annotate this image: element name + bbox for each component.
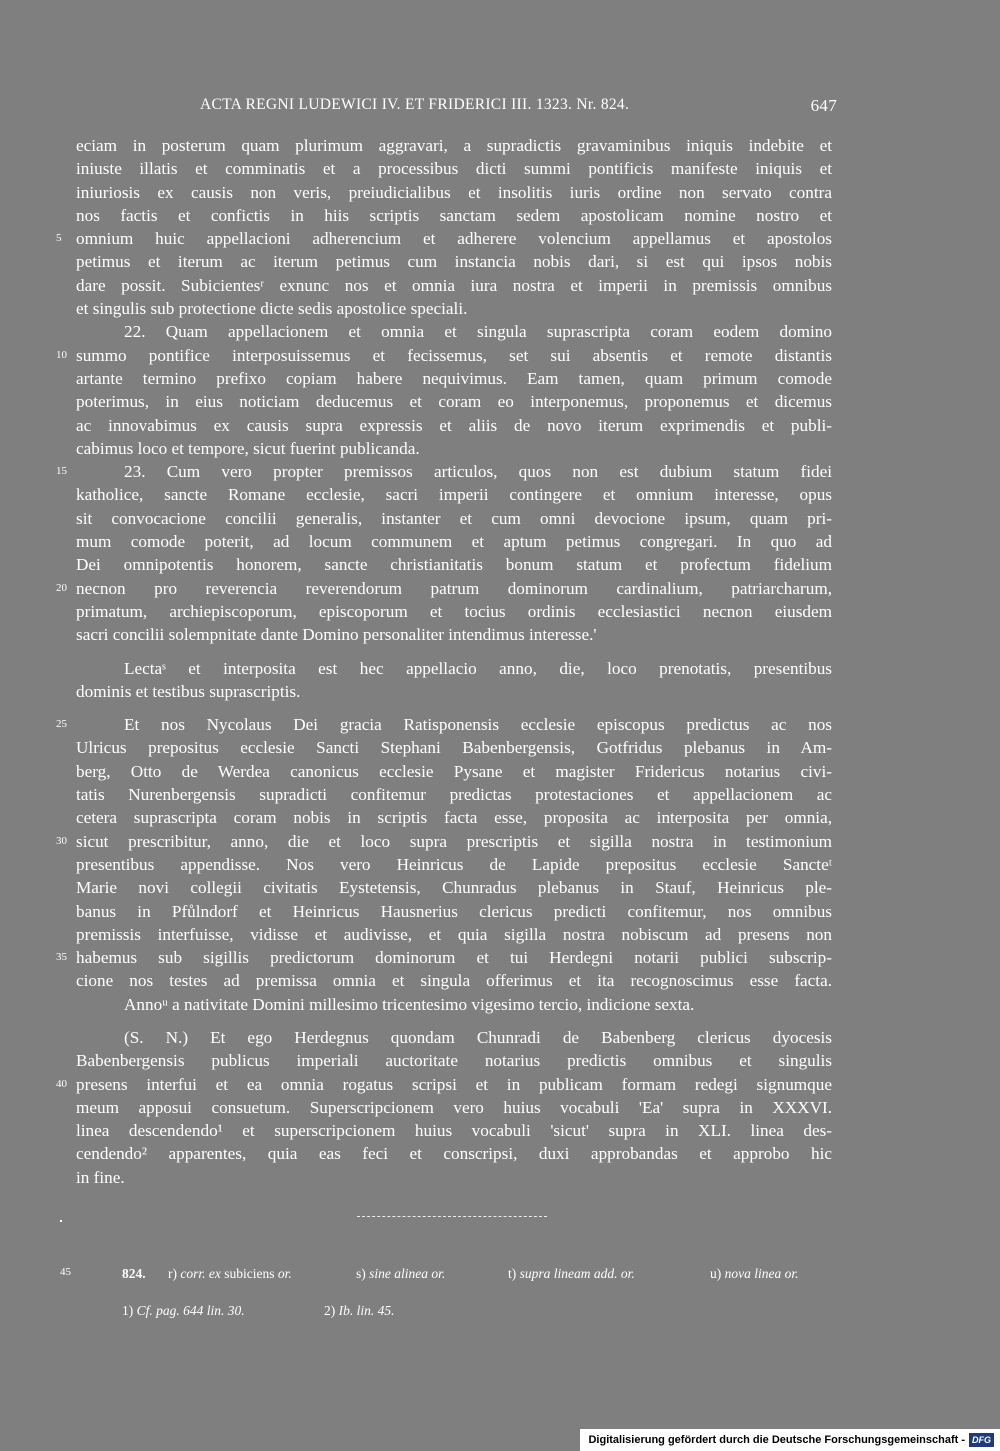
line-text: cabimus loco et tempore, sicut fuerint publicanda. [76, 438, 420, 458]
line-text: dare possit. Subicientesʳ exnunc nos et omnia iura nostra et imperii in premissis omnibus [76, 275, 832, 295]
footnote-text: corr. ex [180, 1266, 221, 1281]
footnote-r [168, 1266, 292, 1282]
text-line [76, 680, 832, 703]
text-line [76, 806, 832, 829]
text-line [76, 157, 832, 180]
line-text: banus in Pfůlndorf et Heinricus Hausnerius clericus predicti confitemur, nos omnibus [76, 901, 832, 921]
text-line [76, 1049, 832, 1072]
text-line [56, 344, 832, 367]
text-line [76, 600, 832, 623]
paragraph-gap [76, 703, 832, 713]
line-text: Ulricus prepositus ecclesie Sancti Stephani Babenbergensis, Gotfridus plebanus in Am- [76, 738, 832, 758]
line-text: presens interfui et ea omnia rogatus scripsi et in publicam formam redegi signumque [76, 1074, 832, 1094]
text-line [76, 250, 832, 273]
line-text: cione nos testes ad premissa omnia et singula offerimus et ita recognoscimus esse facta. [76, 971, 832, 991]
line-text: Lectaˢ et interposita est hec appellacio anno, die, loco prenotatis, presentibus [124, 658, 832, 678]
line-text: nos factis et confictis in hiis scriptis sanctam sedem apostolicam nomine nostro et [76, 205, 832, 225]
line-text: et singulis sub protectione dicte sedis apostolice speciali. [76, 299, 468, 319]
dfg-logo-icon: DFG [969, 1433, 994, 1447]
line-text: iniuriosis ex causis non veris, preiudicialibus et insolitis iuris ordine non servato contra [76, 182, 832, 202]
reference-1 [122, 1303, 245, 1319]
line-text: meum apposui consuetum. Superscripcionem vero huius vocabuli 'Ea' supra in XXXVI. [76, 1097, 832, 1117]
text-line [56, 460, 832, 483]
footnote-mark: r) [168, 1266, 177, 1281]
line-text: berg, Otto de Werdea canonicus ecclesie Pysane et magister Fridericus notarius civi- [76, 761, 832, 781]
footnote-mark: u) [710, 1266, 722, 1281]
line-text: omnium huic appellacioni adherencium et adherere volencium appellamus et apostolos [76, 229, 832, 249]
line-text: tatis Nurenbergensis supradicti confitemur predictas protestaciones et appellacionem ac [76, 785, 832, 805]
line-text: necnon pro reverencia reverendorum patrum dominorum cardinalium, patriarcharum, [76, 578, 832, 598]
page-number: 647 [810, 96, 837, 115]
line-number: 15 [56, 465, 67, 478]
footnote-line-number: 45 [60, 1266, 71, 1278]
line-number: 25 [56, 718, 67, 731]
line-text: summo pontifice interposuissemus et fecissemus, set sui absentis et remote distantis [76, 345, 832, 365]
line-number: 35 [56, 951, 67, 964]
line-text: primatum, archiepiscoporum, episcoporum et tocius ordinis ecclesiastici necnon eiusdem [76, 601, 832, 621]
footnote-text: nova linea or. [724, 1266, 799, 1281]
line-text: (S. N.) Et ego Herdegnus quondam Chunradi de Babenberg clericus dyocesis [124, 1027, 832, 1047]
reference-text: Ib. lin. 45. [338, 1303, 395, 1318]
text-line [56, 946, 832, 969]
line-text: mum comode poterit, ad locum communem et aptum petimus congregari. In quo ad [76, 532, 832, 552]
line-text: premissis interfuisse, vidisse et audivisse, et quia sigilla nostra nobiscum ad presens non [76, 924, 832, 944]
footnote-mark: s) [356, 1266, 366, 1281]
line-number: 10 [56, 348, 67, 361]
line-number: 30 [56, 834, 67, 847]
credit-text: Digitalisierung gefördert durch die Deutsche Forschungsgemeinschaft - [588, 1434, 965, 1446]
line-text: Et nos Nycolaus Dei gracia Ratisponensis ecclesie episcopus predictus ac nos [124, 715, 832, 735]
text-line [56, 577, 832, 600]
text-line [76, 1166, 832, 1189]
text-line [76, 760, 832, 783]
footnote-text: or. [277, 1266, 292, 1281]
digitization-credit [580, 1429, 1000, 1451]
text-line [76, 736, 832, 759]
line-text: Marie novi collegii civitatis Eystetensis, Chunradus plebanus in Stauf, Heinricus ple- [76, 878, 832, 898]
line-number: 40 [56, 1077, 67, 1090]
text-line [76, 367, 832, 390]
footnote-s [356, 1266, 445, 1282]
text-line [76, 876, 832, 899]
text-line [56, 830, 832, 853]
text-line [76, 320, 832, 343]
line-text: artante termino prefixo copiam habere nequivimus. Eam tamen, quam primum comode [76, 368, 832, 388]
line-text: cendendo² apparentes, quia eas feci et conscripsi, duxi approbandas et approbo hic [76, 1144, 832, 1164]
line-text: 22. Quam appellacionem et omnia et singula suprascripta coram eodem domino [124, 322, 832, 342]
text-line [56, 227, 832, 250]
footnote-text: sine alinea or. [369, 1266, 446, 1281]
text-line [76, 507, 832, 530]
paragraph-gap [76, 647, 832, 657]
line-text: eciam in posterum quam plurimum aggravari, a supradictis gravaminibus iniquis indebite et [76, 136, 832, 155]
line-text: poterimus, in eius noticiam deducemus et coram eo interponemus, proponemus et dicemus [76, 392, 832, 412]
line-text: sit convocacione concilii generalis, instanter et cum omni devocione ipsum, quam pri- [76, 508, 832, 528]
text-line [76, 623, 832, 646]
reference-2 [324, 1303, 395, 1319]
line-text: presentibus appendisse. Nos vero Heinricus de Lapide prepositus ecclesie Sancteᵗ [76, 854, 832, 874]
text-line [76, 530, 832, 553]
reference-mark: 1) [122, 1303, 134, 1318]
line-number: 5 [56, 232, 62, 245]
line-text: cetera suprascripta coram nobis in scriptis facta esse, proposita ac interposita per omnia, [76, 808, 832, 828]
footnote-text: supra lineam add. or. [519, 1266, 635, 1281]
running-title: ACTA REGNI LUDEWICI IV. ET FRIDERICI III. 1323. Nr. 824. [200, 96, 630, 113]
text-line [76, 297, 832, 320]
text-line [76, 969, 832, 992]
line-text: 23. Cum vero propter premissos articulos, quos non est dubium statum fidei [124, 462, 832, 482]
running-header [200, 96, 835, 114]
text-line [76, 204, 832, 227]
line-text: petimus et iterum ac iterum petimus cum instancia nobis dari, si est qui ipsos nobis [76, 252, 832, 272]
line-text: Annoᵘ a nativitate Domini millesimo tricentesimo vigesimo tercio, indicione sexta. [124, 994, 695, 1014]
footnote-t [508, 1266, 635, 1282]
line-text: sacri concilii solempnitate dante Domino personaliter intendimus interesse.' [76, 625, 597, 645]
footnote-mark: t) [508, 1266, 517, 1281]
text-line [76, 900, 832, 923]
text-line [76, 1142, 832, 1165]
line-text: ac innovabimus ex causis supra expressis et aliis de novo iterum exprimendis et publi- [76, 415, 832, 435]
text-line [56, 713, 832, 736]
line-number: 20 [56, 581, 67, 594]
text-line [76, 181, 832, 204]
footnote-u [710, 1266, 799, 1282]
margin-mark [60, 1220, 62, 1222]
reference-text: Cf. pag. 644 lin. 30. [136, 1303, 245, 1318]
line-text: iniuste illatis et comminatis et a processibus dicti summi pontificis manifeste iniquis et [76, 159, 832, 179]
text-line [76, 414, 832, 437]
text-line [76, 390, 832, 413]
footnote-text: subiciens [224, 1266, 275, 1281]
line-text: Dei omnipotentis honorem, sancte christianitatis bonum statum et profectum fidelium [76, 555, 832, 575]
reference-mark: 2) [324, 1303, 336, 1318]
line-text: dominis et testibus suprascriptis. [76, 681, 301, 701]
text-line [76, 783, 832, 806]
paragraph-gap [76, 1016, 832, 1026]
text-line [76, 553, 832, 576]
text-line [76, 134, 832, 157]
text-line [76, 853, 832, 876]
line-text: in fine. [76, 1167, 125, 1187]
text-line [56, 1073, 832, 1096]
line-text: habemus sub sigillis predictorum dominorum et tui Herdegni notarii publici subscrip- [76, 948, 832, 968]
body-text [56, 134, 832, 1189]
text-line [76, 483, 832, 506]
text-line [76, 1026, 832, 1049]
footnote-doc-number: 824. [122, 1266, 146, 1281]
line-text: sicut prescribitur, anno, die et loco supra prescriptis et sigilla nostra in testimonium [76, 831, 832, 851]
text-line [76, 923, 832, 946]
text-line [76, 1096, 832, 1119]
line-text: Babenbergensis publicus imperiali auctoritate notarius predictis omnibus et singulis [76, 1051, 832, 1071]
line-text: katholice, sancte Romane ecclesie, sacri imperii contingere et omnium interesse, opus [76, 485, 832, 505]
line-text: linea descendendo¹ et superscripcionem huius vocabuli 'sicut' supra in XLI. linea des- [76, 1121, 832, 1141]
text-line [76, 437, 832, 460]
text-line [76, 274, 832, 297]
text-line [76, 657, 832, 680]
text-line [76, 993, 832, 1016]
text-line [76, 1119, 832, 1142]
section-divider [357, 1216, 547, 1218]
